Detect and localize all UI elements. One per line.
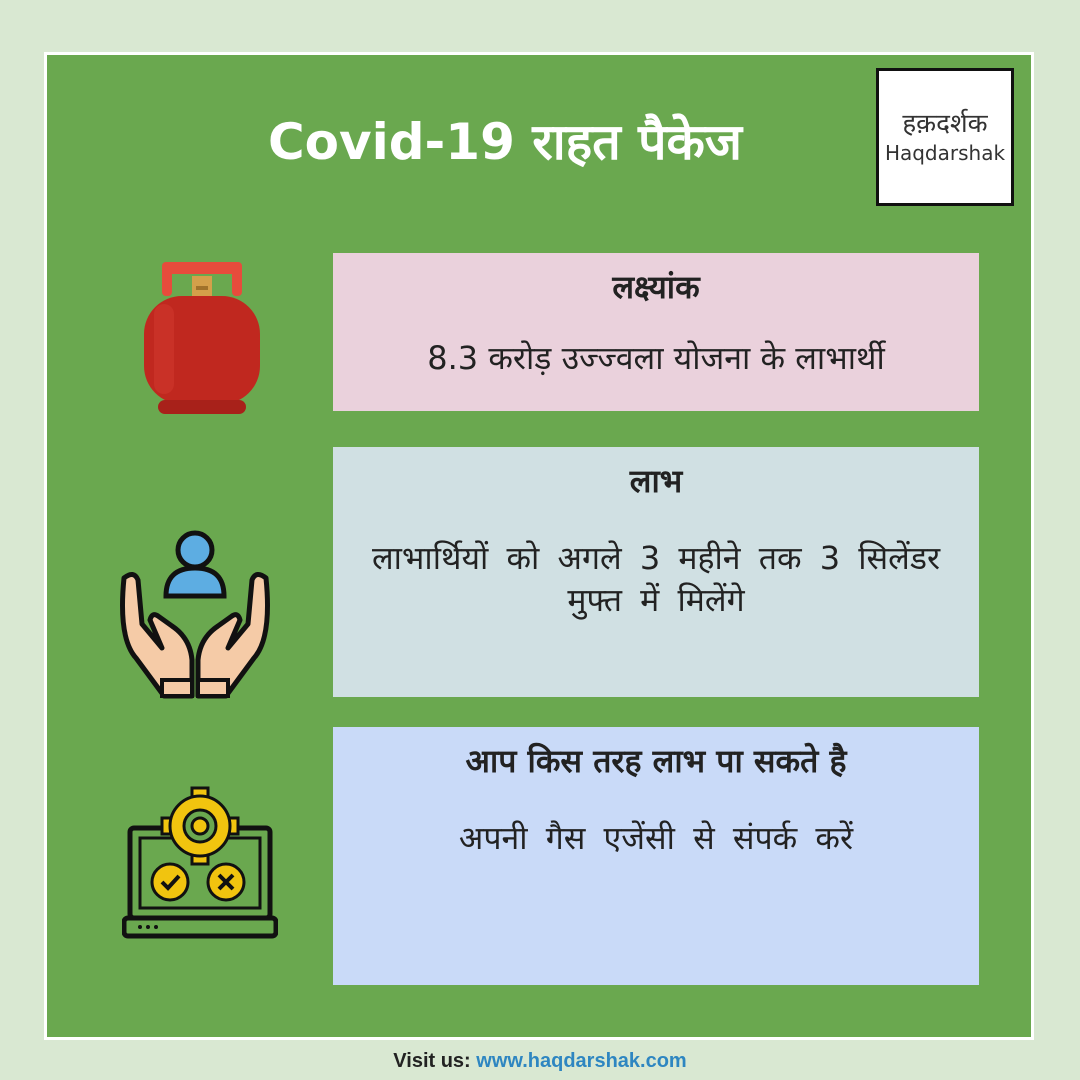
- website-link[interactable]: www.haqdarshak.com: [476, 1050, 687, 1072]
- footer: [0, 1050, 1080, 1073]
- benefit-card: [333, 447, 979, 697]
- logo-english-text: Haqdarshak: [884, 140, 1006, 165]
- target-card: [333, 253, 979, 411]
- logo-hindi-text: हक़दर्शक: [902, 109, 988, 140]
- card-heading: आप किस तरह लाभ पा सकते है: [465, 742, 847, 780]
- how-to-card: [333, 727, 979, 985]
- gas-cylinder-icon: [140, 258, 264, 422]
- card-heading: लाभ: [629, 462, 683, 500]
- footer-label: Visit us:: [393, 1050, 471, 1072]
- card-body: अपनी गैस एजेंसी से संपर्क करें: [458, 819, 854, 857]
- haqdarshak-logo: [876, 68, 1014, 206]
- page-title: Covid-19 राहत पैकेज: [267, 113, 743, 171]
- card-body: 8.3 करोड़ उज्ज्वला योजना के लाभार्थी: [427, 339, 885, 377]
- hands-person-icon: [114, 528, 276, 700]
- card-body: लाभार्थियों को अगले 3 महीने तक 3 सिलेंडर मुफ्त में मिलेंगे: [371, 539, 941, 619]
- card-heading: लक्ष्यांक: [612, 268, 700, 306]
- laptop-gear-icon: [122, 786, 278, 942]
